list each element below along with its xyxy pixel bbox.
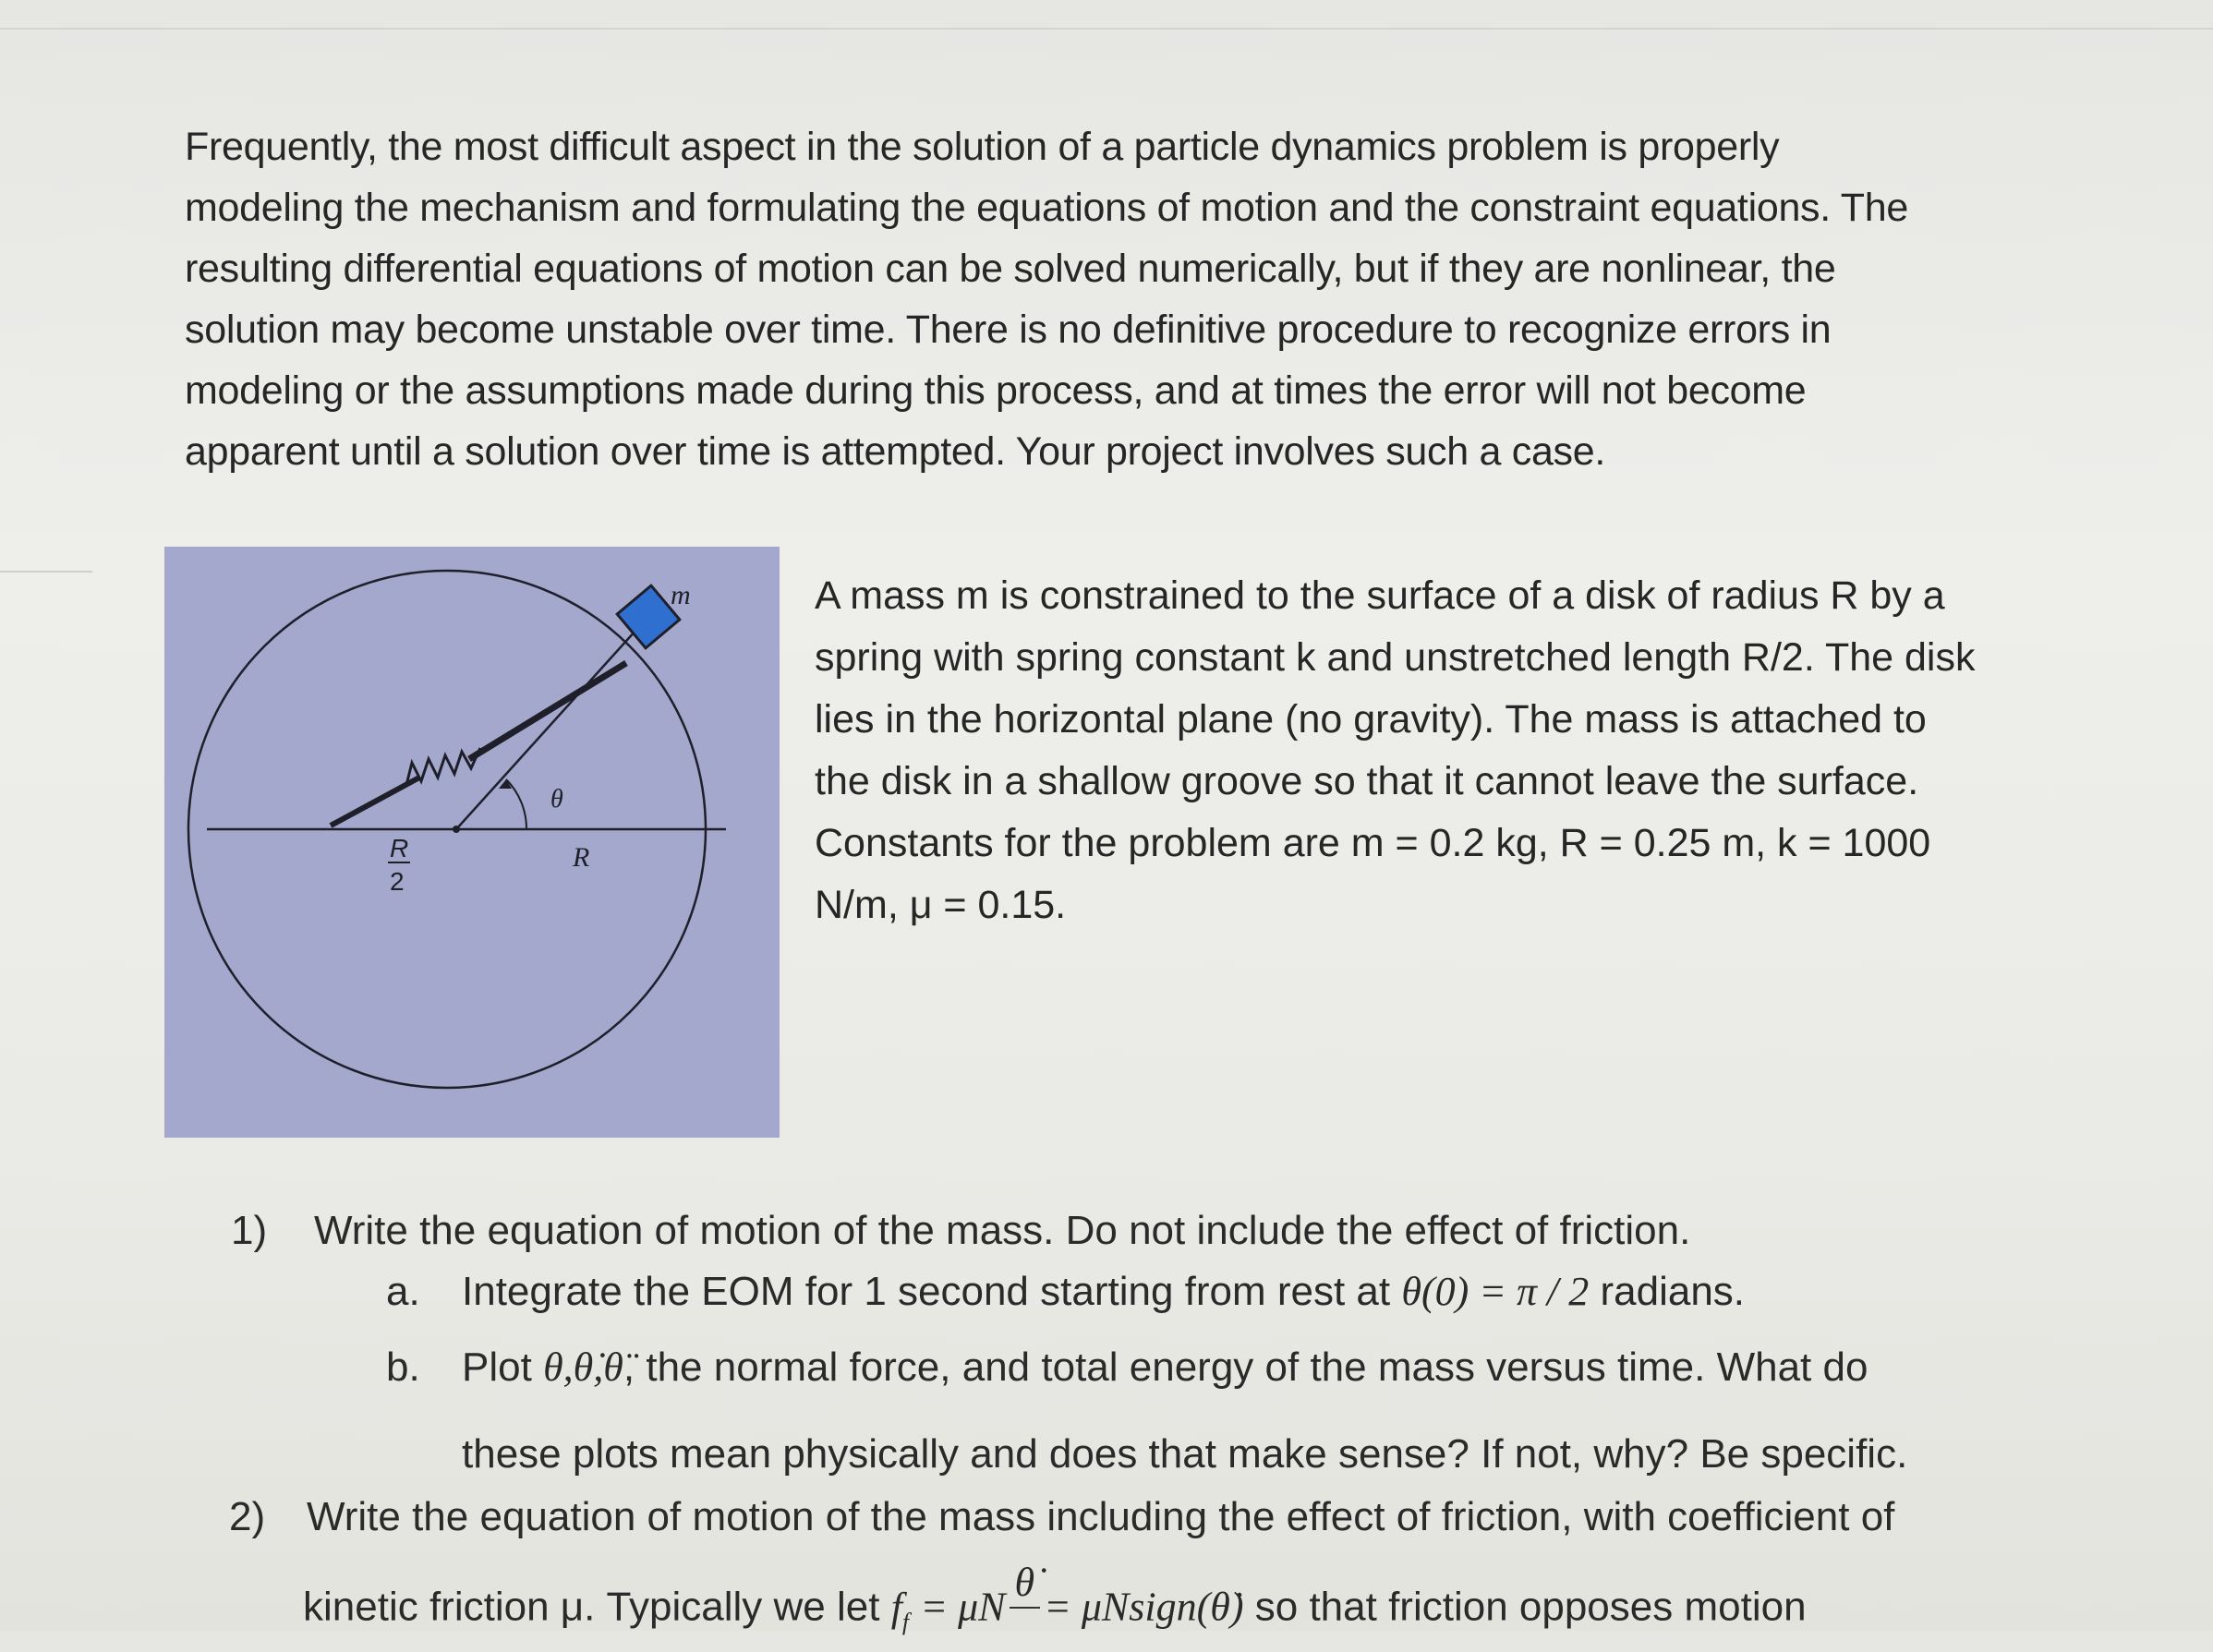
description-line: A mass m is constrained to the surface of a disk of radius R by a	[815, 573, 1945, 618]
task-2	[231, 1487, 2171, 1548]
task-1a-label: a.	[386, 1269, 420, 1314]
fraction-numerator: θ̇	[1010, 1559, 1041, 1609]
problem-description	[815, 565, 2145, 936]
intro-line: modeling or the assumptions made during this process, and at times the error will not become	[185, 368, 1807, 413]
task-1-number: 1)	[231, 1208, 268, 1253]
task-1b-continued	[231, 1413, 2171, 1487]
task-1b-math: θ,θ̇,θ̈	[543, 1345, 623, 1390]
left-edge-mark	[0, 571, 92, 573]
description-line: the disk in a shallow groove so that it cannot leave the surface.	[815, 759, 1919, 803]
task-2-pre: kinetic friction μ. Typically we let	[303, 1584, 880, 1630]
disk-figure	[164, 547, 780, 1138]
task-1b-label: b.	[386, 1345, 420, 1390]
half-radius-denominator: 2	[390, 867, 405, 896]
theta-label: θ	[550, 785, 563, 814]
task-1b-pre: Plot	[462, 1345, 532, 1390]
description-line: spring with spring constant k and unstretched length R/2. The disk	[815, 635, 1976, 680]
top-divider	[0, 28, 2213, 30]
fraction-denominator	[1010, 1609, 1041, 1627]
task-1a-text: Integrate the EOM for 1 second starting from rest at	[462, 1269, 1391, 1314]
task-1b-line	[462, 1337, 1868, 1398]
task-1	[231, 1200, 2171, 1261]
task-2-line2	[231, 1548, 2171, 1635]
radius-label: R	[573, 842, 590, 873]
task-1a-tail: radians.	[1600, 1269, 1746, 1314]
intro-line: solution may become unstable over time. There is no definitive procedure to recognize errors in	[185, 307, 1832, 352]
intro-line: modeling the mechanism and formulating the equations of motion and the constraint equations. The	[185, 186, 1908, 230]
task-2-fraction	[1010, 1559, 1041, 1627]
description-line: lies in the horizontal plane (no gravity). The mass is attached to	[815, 697, 1927, 742]
spring-rod-upper	[469, 663, 626, 759]
description-line: N/m, μ = 0.15.	[815, 883, 1067, 927]
intro-line: apparent until a solution over time is attempted. Your project involves such a case.	[185, 429, 1606, 474]
task-2-number: 2)	[229, 1494, 266, 1539]
task-2-formula-line	[303, 1560, 1807, 1652]
task-1b-text: , the normal force, and total energy of the mass versus time. What do	[623, 1345, 1868, 1390]
task-2-mid: = μN	[920, 1584, 1006, 1630]
task-list	[229, 1200, 2171, 1635]
intro-line: Frequently, the most difficult aspect in the solution of a particle dynamics problem is properly	[185, 125, 1780, 169]
task-1-text: Write the equation of motion of the mass. Do not include the effect of friction.	[314, 1208, 1691, 1253]
task-1a-line	[462, 1261, 1745, 1322]
half-radius-numerator: R	[390, 834, 409, 862]
task-2-post: so that friction opposes motion	[1254, 1584, 1807, 1630]
task-1a-math: θ(0) = π / 2	[1401, 1269, 1590, 1314]
disk-center	[453, 826, 460, 833]
task-2-friction-symbol	[890, 1584, 910, 1635]
intro-line: resulting differential equations of motion can be solved numerically, but if they are nonlinear, the	[185, 247, 1836, 291]
friction-f: f	[890, 1584, 902, 1630]
disk-diagram	[164, 547, 780, 1138]
task-1b-cont: these plots mean physically and does that make sense? If not, why? Be specific.	[462, 1431, 1908, 1477]
mass-label: m	[671, 580, 691, 610]
friction-subscript: f	[901, 1608, 910, 1635]
task-2-rhs: = μNsign(θ̇)	[1044, 1584, 1244, 1630]
task-2-text: Write the equation of motion of the mass including the effect of friction, with coefficient of	[307, 1494, 1895, 1539]
task-1b	[231, 1322, 2171, 1413]
description-line: Constants for the problem are m = 0.2 kg, R = 0.25 m, k = 1000	[815, 821, 1931, 865]
task-1a	[231, 1261, 2171, 1322]
intro-paragraph	[185, 116, 2087, 482]
